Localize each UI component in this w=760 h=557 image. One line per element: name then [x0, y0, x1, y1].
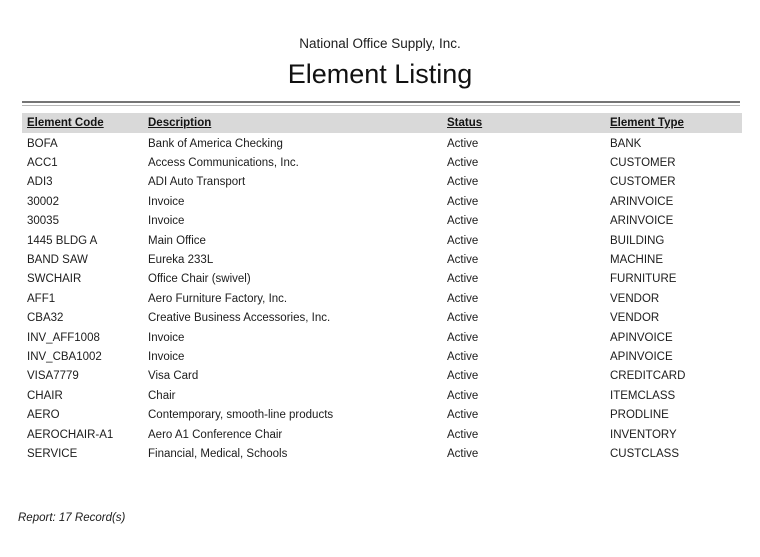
column-header-status: Status: [447, 117, 483, 129]
cell-type: FURNITURE: [610, 273, 677, 286]
cell-type: CREDITCARD: [610, 370, 686, 383]
cell-status: Active: [447, 137, 479, 150]
cell-description: Financial, Medical, Schools: [148, 447, 288, 460]
table-row: [22, 153, 742, 172]
cell-type: INVENTORY: [610, 428, 677, 441]
cell-type: CUSTCLASS: [610, 447, 680, 460]
cell-type: MACHINE: [610, 254, 664, 267]
table-row: [22, 192, 742, 211]
cell-code: ADI3: [27, 176, 53, 189]
table-row: [22, 309, 742, 328]
cell-description: Aero A1 Conference Chair: [148, 428, 283, 441]
table-row: [22, 405, 742, 424]
cell-status: Active: [447, 350, 479, 363]
table-body: [22, 134, 742, 464]
cell-code: BOFA: [27, 137, 58, 150]
cell-description: ADI Auto Transport: [148, 176, 246, 189]
cell-type: ARINVOICE: [610, 215, 674, 228]
company-name: National Office Supply, Inc.: [299, 36, 461, 51]
cell-code: ACC1: [27, 157, 58, 170]
cell-code: SWCHAIR: [27, 273, 82, 286]
table-row: [22, 347, 742, 366]
cell-status: Active: [447, 157, 479, 170]
cell-type: BUILDING: [610, 234, 665, 247]
cell-type: PRODLINE: [610, 409, 669, 422]
cell-code: CBA32: [27, 312, 64, 325]
cell-status: Active: [447, 273, 479, 286]
cell-description: Main Office: [148, 234, 206, 247]
cell-description: Creative Business Accessories, Inc.: [148, 312, 331, 325]
cell-code: CHAIR: [27, 389, 63, 402]
cell-status: Active: [447, 234, 479, 247]
cell-description: Eureka 233L: [148, 254, 214, 267]
table-row: [22, 289, 742, 308]
cell-status: Active: [447, 447, 479, 460]
cell-status: Active: [447, 312, 479, 325]
cell-code: INV_AFF1008: [27, 331, 100, 344]
cell-code: 30002: [27, 195, 59, 208]
cell-description: Invoice: [148, 350, 185, 363]
cell-type: APINVOICE: [610, 350, 673, 363]
cell-type: ITEMCLASS: [610, 389, 676, 402]
cell-status: Active: [447, 428, 479, 441]
cell-status: Active: [447, 215, 479, 228]
table-row: [22, 250, 742, 269]
cell-description: Chair: [148, 389, 176, 402]
cell-type: CUSTOMER: [610, 157, 676, 170]
cell-code: AFF1: [27, 292, 56, 305]
cell-type: CUSTOMER: [610, 176, 676, 189]
cell-type: VENDOR: [610, 292, 660, 305]
cell-description: Visa Card: [148, 370, 199, 383]
header-double-rule: [22, 101, 740, 106]
cell-type: ARINVOICE: [610, 195, 674, 208]
cell-status: Active: [447, 389, 479, 402]
cell-code: AERO: [27, 409, 60, 422]
cell-description: Invoice: [148, 215, 185, 228]
cell-code: AEROCHAIR-A1: [27, 428, 114, 441]
column-header-element-code: Element Code: [27, 117, 104, 129]
table-row: [22, 212, 742, 231]
cell-description: Invoice: [148, 195, 185, 208]
table-row: [22, 386, 742, 405]
cell-type: BANK: [610, 137, 642, 150]
cell-status: Active: [447, 292, 479, 305]
column-header-element-type: Element Type: [610, 117, 684, 129]
table-row: [22, 328, 742, 347]
cell-type: APINVOICE: [610, 331, 673, 344]
table-row: [22, 134, 742, 153]
cell-description: Access Communications, Inc.: [148, 157, 299, 170]
cell-code: 1445 BLDG A: [27, 234, 98, 247]
cell-code: VISA7779: [27, 370, 79, 383]
cell-type: VENDOR: [610, 312, 660, 325]
table-row: [22, 367, 742, 386]
cell-description: Invoice: [148, 331, 185, 344]
table-row: [22, 444, 742, 463]
report-title: Element Listing: [287, 59, 473, 89]
table-row: [22, 425, 742, 444]
cell-status: Active: [447, 254, 479, 267]
cell-code: INV_CBA1002: [27, 350, 102, 363]
table-header-row: [22, 113, 742, 133]
column-header-description: Description: [148, 117, 212, 129]
record-count: Report: 17 Record(s): [18, 512, 126, 524]
cell-status: Active: [447, 176, 479, 189]
cell-status: Active: [447, 331, 479, 344]
cell-description: Office Chair (swivel): [148, 273, 251, 286]
table-row: [22, 270, 742, 289]
cell-status: Active: [447, 409, 479, 422]
cell-code: BAND SAW: [27, 254, 88, 267]
cell-description: Bank of America Checking: [148, 137, 283, 150]
table-row: [22, 231, 742, 250]
cell-description: Aero Furniture Factory, Inc.: [148, 292, 288, 305]
cell-status: Active: [447, 195, 479, 208]
cell-code: SERVICE: [27, 447, 78, 460]
table-row: [22, 173, 742, 192]
cell-code: 30035: [27, 215, 59, 228]
cell-description: Contemporary, smooth-line products: [148, 409, 334, 422]
cell-status: Active: [447, 370, 479, 383]
